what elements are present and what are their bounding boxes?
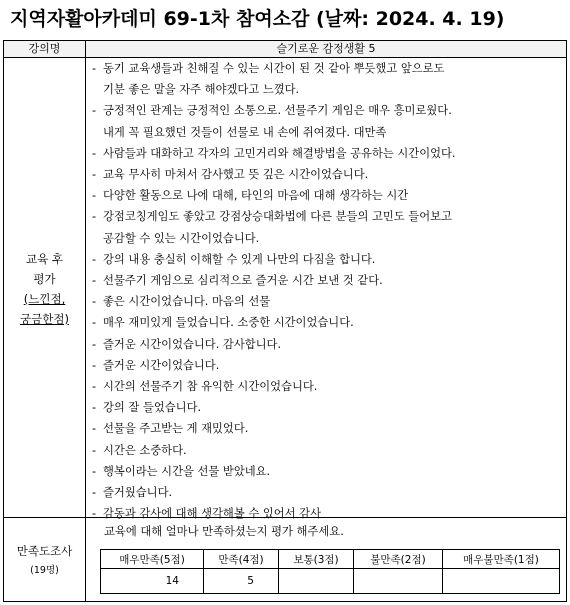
rating-column-header: 매우만족(5점) (101, 550, 204, 569)
comment-continuation: 내게 꼭 필요했던 것들이 선물로 내 손에 쥐여졌다. 대만족 (103, 125, 387, 139)
bullet-dash: - (92, 337, 97, 351)
bullet-dash: - (92, 62, 97, 75)
comment-text: 즐거운 시간이었습니다. (103, 358, 220, 372)
bullet-dash: - (92, 443, 97, 457)
list-item (92, 376, 564, 397)
list-item (92, 334, 564, 355)
bullet-dash: - (92, 380, 97, 394)
rating-column-header: 매우불만족(1점) (442, 550, 559, 569)
list-item (92, 440, 564, 461)
rating-column-header: 만족(4점) (204, 550, 279, 569)
comment-text: 매우 재미있게 들었습니다. 소중한 시간이었습니다. (103, 316, 354, 330)
page-title: 지역자활아카데미 69-1차 참여소감 (날짜: 2024. 4. 19) (10, 8, 505, 30)
bullet-dash: - (92, 146, 97, 160)
comment-text: 다양한 활동으로 나에 대해, 타인의 마음에 대해 생각하는 시간 (103, 189, 409, 203)
rating-count: 14 (101, 569, 204, 594)
comment-text: 선물을 주고받는 게 재밌었다. (103, 422, 249, 436)
comment-text: 시간은 소중하다. (103, 443, 187, 457)
bullet-dash: - (92, 168, 97, 182)
list-item (92, 164, 564, 185)
list-item (92, 503, 564, 524)
bullet-dash: - (92, 189, 97, 203)
comment-continuation: 기분 좋은 말을 자주 해야겠다고 느꼈다. (103, 83, 300, 97)
list-item (92, 312, 564, 333)
comment-text: 즐거웠습니다. (103, 486, 173, 500)
comment-text: 강의 잘 들었습니다. (103, 401, 202, 415)
list-item (92, 291, 564, 312)
comment-text: 교육 무사히 마쳐서 감사했고 뜻 깊은 시간이었습니다. (103, 168, 369, 182)
bullet-dash: - (92, 422, 97, 436)
comment-continuation: 공감할 수 있는 시간이었습니다. (103, 231, 260, 245)
rating-count (442, 569, 559, 594)
evaluation-table (3, 40, 567, 602)
list-item (92, 397, 564, 418)
rating-count (278, 569, 353, 594)
comment-text: 사람들과 대화하고 각자의 고민거리와 해결방법을 공유하는 시간이었다. (103, 146, 456, 160)
list-item (92, 355, 564, 376)
comment-text: 동기 교육생들과 친해질 수 있는 시간이 된 것 같아 뿌듯했고 앞으로도 (103, 62, 445, 75)
list-item (92, 185, 564, 206)
comment-text: 즐거운 시간이었습니다. 감사합니다. (103, 337, 282, 351)
bullet-dash: - (92, 295, 97, 309)
rating-column-header: 불만족(2점) (353, 550, 442, 569)
bullet-dash: - (92, 252, 97, 266)
comment-text: 행복이라는 시간을 선물 받았네요. (103, 464, 271, 478)
rating-count (353, 569, 442, 594)
list-item (92, 482, 564, 503)
rating-column-header: 보통(3점) (278, 550, 353, 569)
bullet-dash: - (92, 274, 97, 288)
satisfaction-label (4, 541, 85, 581)
list-item (92, 143, 564, 164)
bullet-dash: - (92, 210, 97, 224)
evaluation-label (4, 249, 85, 329)
comment-text: 감동과 감사에 대해 생각해볼 수 있어서 감사 (103, 507, 321, 521)
bullet-dash: - (92, 358, 97, 372)
lecture-label: 강의명 (4, 41, 85, 57)
bullet-dash: - (92, 316, 97, 330)
list-item (92, 206, 564, 248)
evaluation-label-line: 교육 후 (26, 252, 63, 266)
bullet-dash: - (92, 464, 97, 478)
comment-list (92, 58, 564, 524)
bullet-dash: - (92, 401, 97, 415)
comment-text: 좋은 시간이었습니다. 마음의 선물 (103, 295, 271, 309)
evaluation-label-line: (느낀점, (23, 292, 66, 306)
list-item (92, 270, 564, 291)
bullet-dash: - (92, 486, 97, 500)
bullet-dash: - (92, 507, 97, 521)
comment-text: 긍정적인 관계는 긍정적인 소통으로. 선물주기 게임은 매우 흥미로웠다. (103, 104, 452, 118)
list-item (92, 461, 564, 482)
list-item (92, 418, 564, 439)
comment-text: 선물주기 게임으로 심리적으로 즐거운 시간 보낸 것 같다. (103, 274, 383, 288)
list-item (92, 100, 564, 142)
list-item (92, 58, 564, 100)
comment-text: 강의 내용 충실히 이해할 수 있게 나만의 다짐을 합니다. (103, 252, 376, 266)
comment-text: 강점코칭게임도 좋았고 강점상승대화법에 다른 분들의 고민도 들어보고 (103, 210, 452, 224)
comment-text: 시간의 선물주기 참 유익한 시간이었습니다. (103, 380, 318, 394)
bullet-dash: - (92, 104, 97, 118)
respondent-count: (19명) (30, 565, 59, 576)
evaluation-label-line: 궁금한점) (20, 312, 69, 326)
satisfaction-question: 교육에 대해 얼마나 만족하셨는지 평가 해주세요. (104, 525, 344, 538)
satisfaction-table (100, 549, 560, 594)
lecture-title: 슬기로운 감정생활 5 (86, 41, 566, 57)
rating-count: 5 (204, 569, 279, 594)
list-item (92, 249, 564, 270)
satisfaction-title: 만족도조사 (16, 544, 73, 558)
evaluation-label-line: 평가 (33, 272, 56, 286)
